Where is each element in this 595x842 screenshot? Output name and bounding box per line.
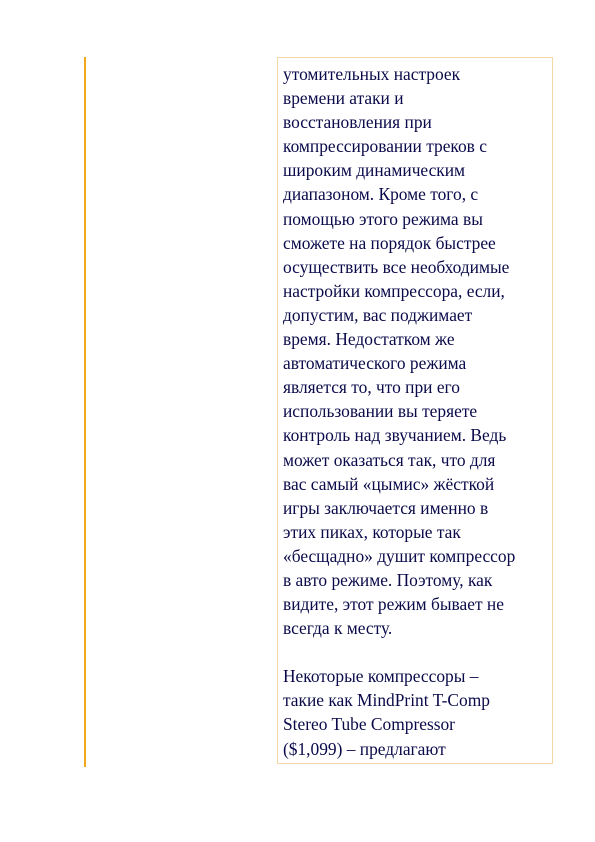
text-column	[277, 57, 553, 764]
body-paragraph: утомительных настроек времени атаки и восстановления при компрессировании треков с широким динамическим диапазоном. Кроме того, с помощью этого режима вы сможете на порядок быстрее осуществить все необходимые настройки компрессора, если, допустим, вас поджимает время. Недостатком же автоматического режима является то, что при его использовании вы теряете контроль над звучанием. Ведь может оказаться так, что для вас самый «цымис» жёсткой игры заключается именно в этих пиках, которые так «бесщадно» душит компрессор в авто режиме. Поэтому, как видите, этот режим бывает не всегда к месту.	[283, 64, 516, 639]
margin-rule	[84, 57, 86, 767]
body-paragraph: Некоторые компрессоры – такие как MindPrint T-Comp Stereo Tube Compressor ($1,099) – предлагают	[283, 666, 490, 759]
